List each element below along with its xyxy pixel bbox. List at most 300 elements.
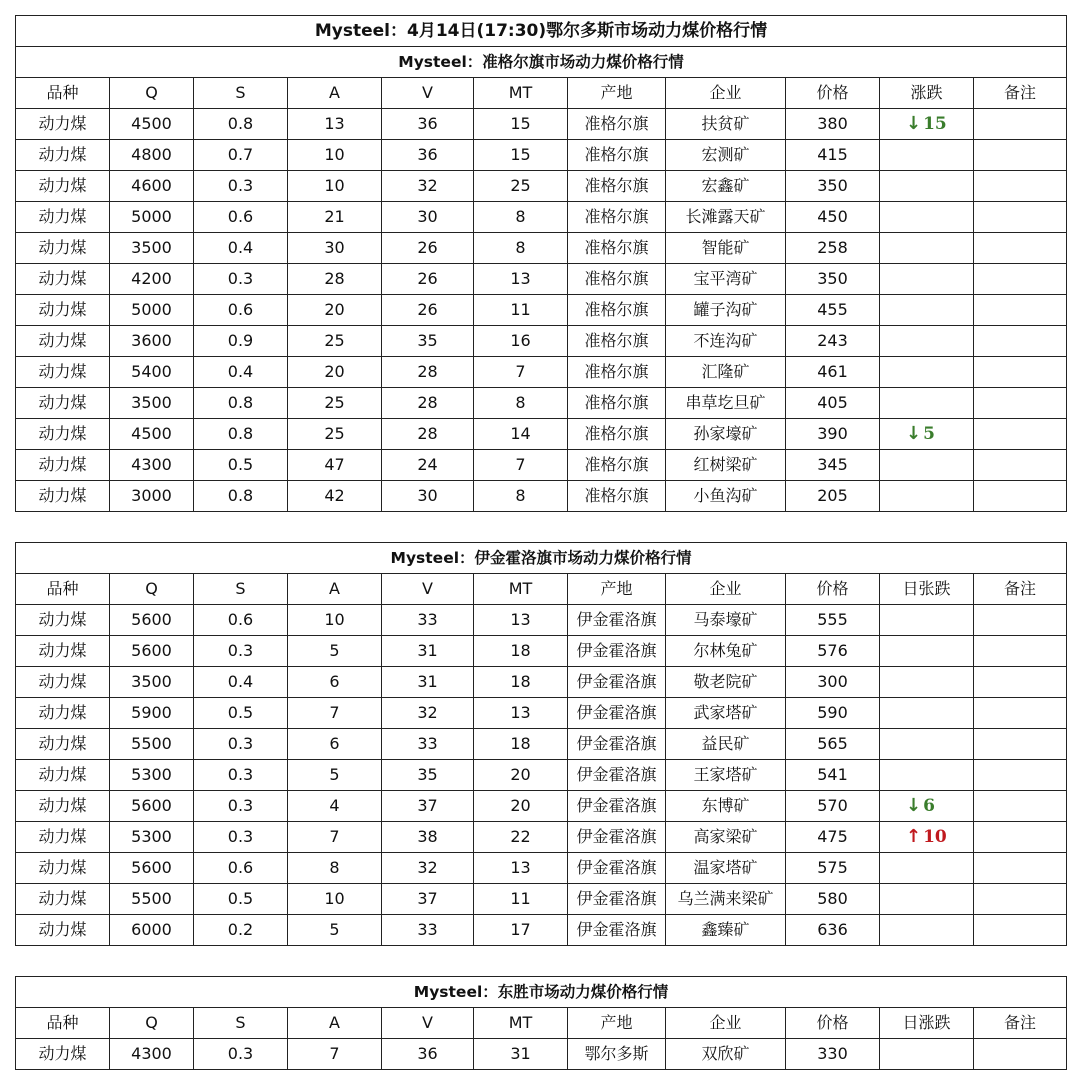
table-cell: 0.5 xyxy=(194,450,288,481)
table-cell: 宏测矿 xyxy=(666,140,786,171)
table-cell: 33 xyxy=(382,729,474,760)
table-cell: 4300 xyxy=(110,1039,194,1070)
table-cell: 5000 xyxy=(110,202,194,233)
column-header: A xyxy=(288,574,382,605)
column-header: Q xyxy=(110,78,194,109)
change-value: 6 xyxy=(923,796,935,816)
column-header: V xyxy=(382,78,474,109)
table-cell: 5 xyxy=(288,760,382,791)
table-cell: 32 xyxy=(382,853,474,884)
table-cell: 10 xyxy=(288,884,382,915)
table-cell: 37 xyxy=(382,884,474,915)
table-cell: 33 xyxy=(382,605,474,636)
column-header: MT xyxy=(474,574,568,605)
table-cell: 动力煤 xyxy=(16,729,110,760)
section-title: Mysteel：东胜市场动力煤价格行情 xyxy=(16,977,1067,1008)
note-cell xyxy=(974,605,1067,636)
table-cell: 11 xyxy=(474,295,568,326)
table-cell: 动力煤 xyxy=(16,202,110,233)
table-cell: 22 xyxy=(474,822,568,853)
table-cell: 0.8 xyxy=(194,481,288,512)
table-cell: 伊金霍洛旗 xyxy=(568,698,666,729)
table-cell: 20 xyxy=(288,357,382,388)
table-cell: 28 xyxy=(382,357,474,388)
arrow-down-icon: ↓ xyxy=(906,795,922,816)
table-cell: 智能矿 xyxy=(666,233,786,264)
table-cell: 动力煤 xyxy=(16,605,110,636)
table-cell: 14 xyxy=(474,419,568,450)
table-cell: 7 xyxy=(288,1039,382,1070)
table-row xyxy=(16,729,1067,760)
note-cell xyxy=(974,357,1067,388)
column-header: 价格 xyxy=(786,574,880,605)
table-cell: 0.3 xyxy=(194,760,288,791)
change-cell xyxy=(880,481,974,512)
note-cell xyxy=(974,388,1067,419)
table-cell: 42 xyxy=(288,481,382,512)
table-row xyxy=(16,388,1067,419)
table-cell: 25 xyxy=(288,388,382,419)
column-header: 日张跌 xyxy=(880,574,974,605)
table-cell: 36 xyxy=(382,1039,474,1070)
table-cell: 动力煤 xyxy=(16,698,110,729)
note-cell xyxy=(974,450,1067,481)
table-cell: 5500 xyxy=(110,729,194,760)
table-cell: 26 xyxy=(382,233,474,264)
table-row xyxy=(16,264,1067,295)
table-cell: 636 xyxy=(786,915,880,946)
table-cell: 8 xyxy=(474,481,568,512)
table-cell: 30 xyxy=(288,233,382,264)
table-cell: 动力煤 xyxy=(16,791,110,822)
section-title: Mysteel：准格尔旗市场动力煤价格行情 xyxy=(16,47,1067,78)
table-row xyxy=(16,853,1067,884)
table-row xyxy=(16,233,1067,264)
table-cell: 575 xyxy=(786,853,880,884)
table-cell: 24 xyxy=(382,450,474,481)
table-cell: 小鱼沟矿 xyxy=(666,481,786,512)
table-cell: 动力煤 xyxy=(16,295,110,326)
table-cell: 38 xyxy=(382,822,474,853)
table-cell: 25 xyxy=(474,171,568,202)
table-cell: 0.3 xyxy=(194,729,288,760)
table-cell: 35 xyxy=(382,326,474,357)
section-spacer xyxy=(16,946,1067,977)
note-cell xyxy=(974,109,1067,140)
table-cell: 13 xyxy=(474,853,568,884)
note-cell xyxy=(974,884,1067,915)
table-cell: 伊金霍洛旗 xyxy=(568,667,666,698)
table-cell: 0.4 xyxy=(194,233,288,264)
table-cell: 5400 xyxy=(110,357,194,388)
column-header: 价格 xyxy=(786,1008,880,1039)
table-cell: 17 xyxy=(474,915,568,946)
table-cell: 王家塔矿 xyxy=(666,760,786,791)
table-cell: 555 xyxy=(786,605,880,636)
change-cell xyxy=(880,915,974,946)
table-cell: 258 xyxy=(786,233,880,264)
table-row xyxy=(16,605,1067,636)
table-cell: 350 xyxy=(786,171,880,202)
table-cell: 5 xyxy=(288,636,382,667)
column-header: 企业 xyxy=(666,574,786,605)
table-row xyxy=(16,357,1067,388)
table-cell: 罐子沟矿 xyxy=(666,295,786,326)
table-cell: 伊金霍洛旗 xyxy=(568,791,666,822)
table-cell: 31 xyxy=(382,667,474,698)
column-header: Q xyxy=(110,574,194,605)
table-cell: 准格尔旗 xyxy=(568,109,666,140)
column-header: 产地 xyxy=(568,78,666,109)
table-row xyxy=(16,295,1067,326)
table-cell: 伊金霍洛旗 xyxy=(568,884,666,915)
table-cell: 590 xyxy=(786,698,880,729)
change-cell xyxy=(880,884,974,915)
table-cell: 30 xyxy=(382,481,474,512)
table-row xyxy=(16,450,1067,481)
table-cell: 准格尔旗 xyxy=(568,450,666,481)
table-cell: 扶贫矿 xyxy=(666,109,786,140)
column-header: 日涨跌 xyxy=(880,1008,974,1039)
column-header: 产地 xyxy=(568,574,666,605)
note-cell xyxy=(974,791,1067,822)
table-cell: 576 xyxy=(786,636,880,667)
table-row xyxy=(16,667,1067,698)
price-sheet xyxy=(15,15,1066,1070)
table-cell: 串草圪旦矿 xyxy=(666,388,786,419)
column-header: 品种 xyxy=(16,78,110,109)
table-cell: 26 xyxy=(382,264,474,295)
change-cell xyxy=(880,698,974,729)
section-title-row xyxy=(16,543,1067,574)
section-title-row xyxy=(16,977,1067,1008)
table-cell: 5300 xyxy=(110,760,194,791)
table-cell: 345 xyxy=(786,450,880,481)
table-cell: 准格尔旗 xyxy=(568,171,666,202)
table-cell: 10 xyxy=(288,171,382,202)
note-cell xyxy=(974,729,1067,760)
column-header: 备注 xyxy=(974,574,1067,605)
column-header: V xyxy=(382,1008,474,1039)
table-cell: 3600 xyxy=(110,326,194,357)
table-cell: 准格尔旗 xyxy=(568,481,666,512)
table-cell: 0.2 xyxy=(194,915,288,946)
table-cell: 18 xyxy=(474,636,568,667)
table-cell: 205 xyxy=(786,481,880,512)
change-cell xyxy=(880,388,974,419)
table-cell: 4500 xyxy=(110,419,194,450)
note-cell xyxy=(974,760,1067,791)
table-cell: 5600 xyxy=(110,636,194,667)
table-cell: 尔林兔矿 xyxy=(666,636,786,667)
column-header: A xyxy=(288,78,382,109)
change-cell xyxy=(880,326,974,357)
column-header: 备注 xyxy=(974,1008,1067,1039)
table-cell: 动力煤 xyxy=(16,357,110,388)
table-cell: 6000 xyxy=(110,915,194,946)
change-cell xyxy=(880,605,974,636)
table-cell: 动力煤 xyxy=(16,264,110,295)
table-cell: 0.4 xyxy=(194,357,288,388)
table-cell: 15 xyxy=(474,140,568,171)
column-header: Q xyxy=(110,1008,194,1039)
table-cell: 伊金霍洛旗 xyxy=(568,729,666,760)
table-cell: 10 xyxy=(288,605,382,636)
table-cell: 双欣矿 xyxy=(666,1039,786,1070)
table-cell: 0.6 xyxy=(194,853,288,884)
table-cell: 31 xyxy=(382,636,474,667)
table-cell: 25 xyxy=(288,326,382,357)
column-header: S xyxy=(194,574,288,605)
main-title-row xyxy=(16,16,1067,47)
table-cell: 405 xyxy=(786,388,880,419)
change-value: 10 xyxy=(923,827,947,847)
table-row xyxy=(16,822,1067,853)
change-cell xyxy=(880,667,974,698)
table-cell: 准格尔旗 xyxy=(568,295,666,326)
table-cell: 13 xyxy=(288,109,382,140)
column-header: A xyxy=(288,1008,382,1039)
table-cell: 孙家壕矿 xyxy=(666,419,786,450)
table-cell: 13 xyxy=(474,264,568,295)
table-cell: 0.6 xyxy=(194,202,288,233)
table-cell: 4300 xyxy=(110,450,194,481)
table-cell: 准格尔旗 xyxy=(568,326,666,357)
note-cell xyxy=(974,481,1067,512)
table-cell: 动力煤 xyxy=(16,853,110,884)
table-cell: 准格尔旗 xyxy=(568,140,666,171)
table-cell: 动力煤 xyxy=(16,171,110,202)
note-cell xyxy=(974,326,1067,357)
table-row xyxy=(16,140,1067,171)
table-cell: 8 xyxy=(288,853,382,884)
change-cell xyxy=(880,171,974,202)
header-row xyxy=(16,574,1067,605)
table-cell: 敬老院矿 xyxy=(666,667,786,698)
table-cell: 6 xyxy=(288,729,382,760)
table-cell: 高家梁矿 xyxy=(666,822,786,853)
price-table xyxy=(15,15,1067,1070)
table-cell: 8 xyxy=(474,202,568,233)
change-cell xyxy=(880,419,974,450)
table-cell: 0.3 xyxy=(194,822,288,853)
table-cell: 7 xyxy=(474,450,568,481)
table-cell: 450 xyxy=(786,202,880,233)
table-cell: 乌兰满来梁矿 xyxy=(666,884,786,915)
table-cell: 益民矿 xyxy=(666,729,786,760)
table-cell: 300 xyxy=(786,667,880,698)
change-cell xyxy=(880,295,974,326)
change-cell xyxy=(880,636,974,667)
note-cell xyxy=(974,419,1067,450)
table-cell: 0.3 xyxy=(194,636,288,667)
table-cell: 541 xyxy=(786,760,880,791)
column-header: V xyxy=(382,574,474,605)
table-cell: 11 xyxy=(474,884,568,915)
table-row xyxy=(16,419,1067,450)
change-cell xyxy=(880,357,974,388)
table-cell: 30 xyxy=(382,202,474,233)
column-header: 产地 xyxy=(568,1008,666,1039)
table-cell: 准格尔旗 xyxy=(568,264,666,295)
table-cell: 6 xyxy=(288,667,382,698)
table-cell: 330 xyxy=(786,1039,880,1070)
note-cell xyxy=(974,171,1067,202)
change-cell xyxy=(880,140,974,171)
table-cell: 动力煤 xyxy=(16,481,110,512)
table-cell: 3500 xyxy=(110,667,194,698)
column-header: S xyxy=(194,1008,288,1039)
table-cell: 长滩露天矿 xyxy=(666,202,786,233)
spacer-cell xyxy=(16,512,1067,543)
table-cell: 350 xyxy=(786,264,880,295)
table-cell: 5500 xyxy=(110,884,194,915)
header-row xyxy=(16,1008,1067,1039)
table-cell: 32 xyxy=(382,171,474,202)
table-cell: 35 xyxy=(382,760,474,791)
table-cell: 0.3 xyxy=(194,171,288,202)
table-cell: 8 xyxy=(474,233,568,264)
table-cell: 28 xyxy=(382,419,474,450)
table-cell: 5000 xyxy=(110,295,194,326)
table-cell: 461 xyxy=(786,357,880,388)
table-cell: 鑫臻矿 xyxy=(666,915,786,946)
table-cell: 5600 xyxy=(110,791,194,822)
table-row xyxy=(16,760,1067,791)
change-value: 5 xyxy=(923,424,935,444)
table-cell: 4800 xyxy=(110,140,194,171)
section-title: Mysteel：伊金霍洛旗市场动力煤价格行情 xyxy=(16,543,1067,574)
table-cell: 10 xyxy=(288,140,382,171)
table-cell: 20 xyxy=(288,295,382,326)
note-cell xyxy=(974,698,1067,729)
table-cell: 5 xyxy=(288,915,382,946)
table-cell: 0.8 xyxy=(194,388,288,419)
table-cell: 18 xyxy=(474,729,568,760)
column-header: 备注 xyxy=(974,78,1067,109)
table-cell: 5600 xyxy=(110,605,194,636)
note-cell xyxy=(974,667,1067,698)
column-header: 品种 xyxy=(16,574,110,605)
table-cell: 准格尔旗 xyxy=(568,388,666,419)
table-row xyxy=(16,326,1067,357)
table-cell: 15 xyxy=(474,109,568,140)
table-cell: 7 xyxy=(288,698,382,729)
table-cell: 25 xyxy=(288,419,382,450)
table-cell: 0.3 xyxy=(194,791,288,822)
table-cell: 13 xyxy=(474,605,568,636)
column-header: 品种 xyxy=(16,1008,110,1039)
note-cell xyxy=(974,1039,1067,1070)
change-cell xyxy=(880,853,974,884)
table-row xyxy=(16,791,1067,822)
table-row xyxy=(16,884,1067,915)
table-cell: 准格尔旗 xyxy=(568,202,666,233)
change-value: 15 xyxy=(923,114,947,134)
column-header: 企业 xyxy=(666,1008,786,1039)
table-cell: 动力煤 xyxy=(16,915,110,946)
note-cell xyxy=(974,915,1067,946)
table-cell: 动力煤 xyxy=(16,450,110,481)
header-row xyxy=(16,78,1067,109)
table-cell: 16 xyxy=(474,326,568,357)
table-cell: 28 xyxy=(288,264,382,295)
table-row xyxy=(16,202,1067,233)
table-cell: 汇隆矿 xyxy=(666,357,786,388)
table-cell: 动力煤 xyxy=(16,636,110,667)
change-cell xyxy=(880,264,974,295)
table-cell: 5300 xyxy=(110,822,194,853)
table-cell: 475 xyxy=(786,822,880,853)
table-cell: 3500 xyxy=(110,388,194,419)
table-cell: 380 xyxy=(786,109,880,140)
page-title: Mysteel：4月14日(17:30)鄂尔多斯市场动力煤价格行情 xyxy=(16,16,1067,47)
table-cell: 动力煤 xyxy=(16,140,110,171)
table-cell: 20 xyxy=(474,760,568,791)
table-cell: 47 xyxy=(288,450,382,481)
table-cell: 0.5 xyxy=(194,884,288,915)
table-cell: 伊金霍洛旗 xyxy=(568,822,666,853)
note-cell xyxy=(974,636,1067,667)
column-header: 涨跌 xyxy=(880,78,974,109)
change-cell xyxy=(880,202,974,233)
table-cell: 243 xyxy=(786,326,880,357)
table-cell: 温家塔矿 xyxy=(666,853,786,884)
table-cell: 伊金霍洛旗 xyxy=(568,853,666,884)
table-cell: 0.9 xyxy=(194,326,288,357)
table-cell: 36 xyxy=(382,109,474,140)
table-cell: 4600 xyxy=(110,171,194,202)
table-row xyxy=(16,636,1067,667)
table-row xyxy=(16,481,1067,512)
table-row xyxy=(16,171,1067,202)
table-body xyxy=(16,16,1067,1070)
column-header: 价格 xyxy=(786,78,880,109)
table-cell: 动力煤 xyxy=(16,667,110,698)
change-cell xyxy=(880,822,974,853)
table-cell: 26 xyxy=(382,295,474,326)
table-row xyxy=(16,915,1067,946)
note-cell xyxy=(974,853,1067,884)
table-cell: 准格尔旗 xyxy=(568,419,666,450)
note-cell xyxy=(974,295,1067,326)
table-cell: 33 xyxy=(382,915,474,946)
column-header: MT xyxy=(474,1008,568,1039)
table-cell: 28 xyxy=(382,388,474,419)
note-cell xyxy=(974,233,1067,264)
table-cell: 21 xyxy=(288,202,382,233)
note-cell xyxy=(974,264,1067,295)
table-cell: 东博矿 xyxy=(666,791,786,822)
table-row xyxy=(16,109,1067,140)
table-cell: 鄂尔多斯 xyxy=(568,1039,666,1070)
table-cell: 马泰壕矿 xyxy=(666,605,786,636)
table-cell: 0.4 xyxy=(194,667,288,698)
column-header: S xyxy=(194,78,288,109)
table-cell: 5900 xyxy=(110,698,194,729)
table-row xyxy=(16,1039,1067,1070)
table-cell: 0.6 xyxy=(194,295,288,326)
table-cell: 580 xyxy=(786,884,880,915)
table-cell: 0.8 xyxy=(194,109,288,140)
table-cell: 3500 xyxy=(110,233,194,264)
table-cell: 455 xyxy=(786,295,880,326)
arrow-down-icon: ↓ xyxy=(906,113,922,134)
table-cell: 动力煤 xyxy=(16,822,110,853)
change-cell xyxy=(880,1039,974,1070)
table-cell: 动力煤 xyxy=(16,109,110,140)
table-cell: 3000 xyxy=(110,481,194,512)
